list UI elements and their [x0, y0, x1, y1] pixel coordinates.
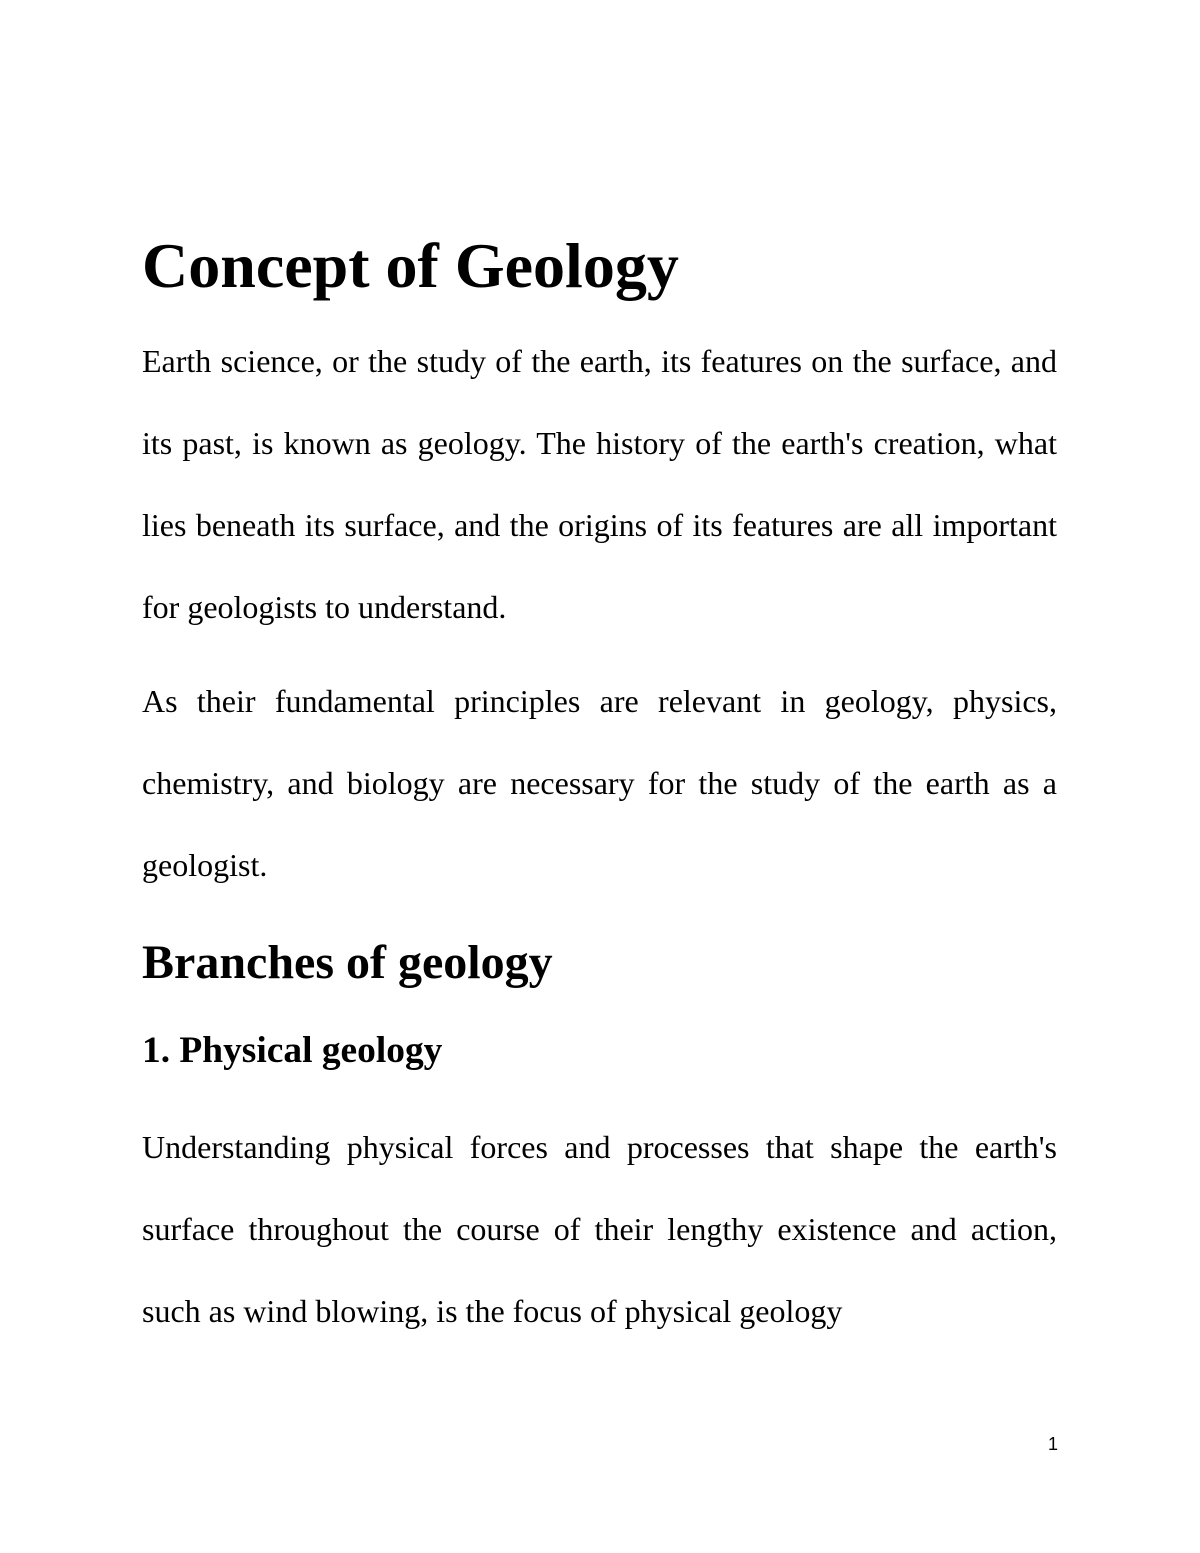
page-number: 1: [1047, 1434, 1058, 1454]
intro-paragraph: Earth science, or the study of the earth, its features on the surface, and its past, is known as geology. The history of the earth's creation, what lies beneath its surface, and the origins of its features are all important for geologists to understand.: [142, 342, 1057, 625]
subsection-heading-physical-geology: 1. Physical geology: [142, 1030, 443, 1072]
physical-geology-paragraph: Understanding physical forces and processes that shape the earth's surface throughout the course of their lengthy existence and action, such as wind blowing, is the focus of physical geology: [142, 1129, 1057, 1330]
document-title: Concept of Geology: [142, 230, 679, 301]
section-heading-branches: Branches of geology: [142, 935, 553, 989]
principles-paragraph: As their fundamental principles are relevant in geology, physics, chemistry, and biology are necessary for the study of the earth as a geologist.: [142, 682, 1057, 883]
page-content: [142, 228, 1057, 1352]
